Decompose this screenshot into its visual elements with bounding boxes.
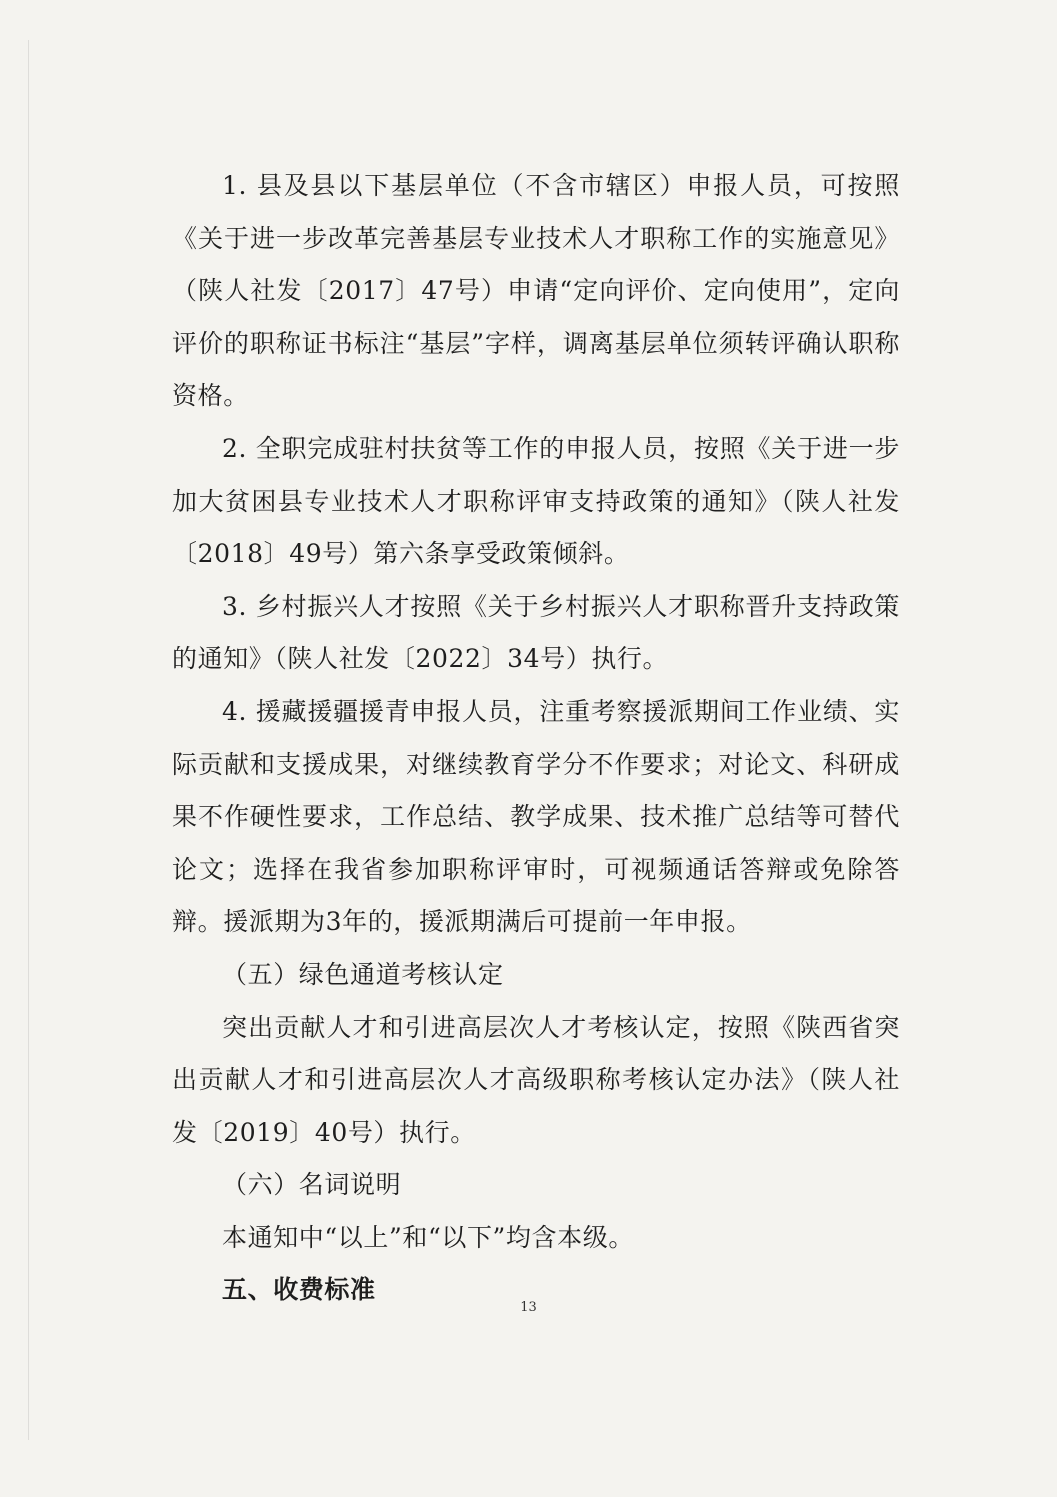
paragraph-item-4: 4. 援藏援疆援青申报人员，注重考察援派期间工作业绩、实际贡献和支援成果，对继续教育学分不作要求；对论文、科研成果不作硬性要求，工作总结、教学成果、技术推广总结等可替代论文；选择在我省参加职称评审时，可视频通话答辩或免除答辩。援派期为3年的，援派期满后可提前一年申报。	[172, 696, 900, 937]
page-number: 13	[520, 1300, 537, 1315]
subsection-heading-5: （五）绿色通道考核认定	[222, 959, 504, 989]
paragraph-item-3: 3. 乡村振兴人才按照《关于乡村振兴人才职称晋升支持政策的通知》（陕人社发〔2022〕34号）执行。	[172, 591, 900, 674]
section-heading: 五、收费标准	[222, 1275, 376, 1305]
document-body	[172, 160, 900, 1317]
paragraph-item-1: 1. 县及县以下基层单位（不含市辖区）申报人员，可按照《关于进一步改革完善基层专业技术人才职称工作的实施意见》（陕人社发〔2017〕47号）申请“定向评价、定向使用”，定向评价的职称证书标注“基层”字样，调离基层单位须转评确认职称资格。	[172, 171, 900, 411]
paragraph-green-channel: 突出贡献人才和引进高层次人才考核认定，按照《陕西省突出贡献人才和引进高层次人才高级职称考核认定办法》（陕人社发〔2019〕40号）执行。	[172, 1012, 900, 1147]
paragraph-item-2: 2. 全职完成驻村扶贫等工作的申报人员，按照《关于进一步加大贫困县专业技术人才职称评审支持政策的通知》（陕人社发〔2018〕49号）第六条享受政策倾斜。	[172, 433, 900, 569]
paragraph-terms: 本通知中“以上”和“以下”均含本级。	[222, 1222, 634, 1252]
subsection-heading-6: （六）名词说明	[222, 1170, 402, 1200]
